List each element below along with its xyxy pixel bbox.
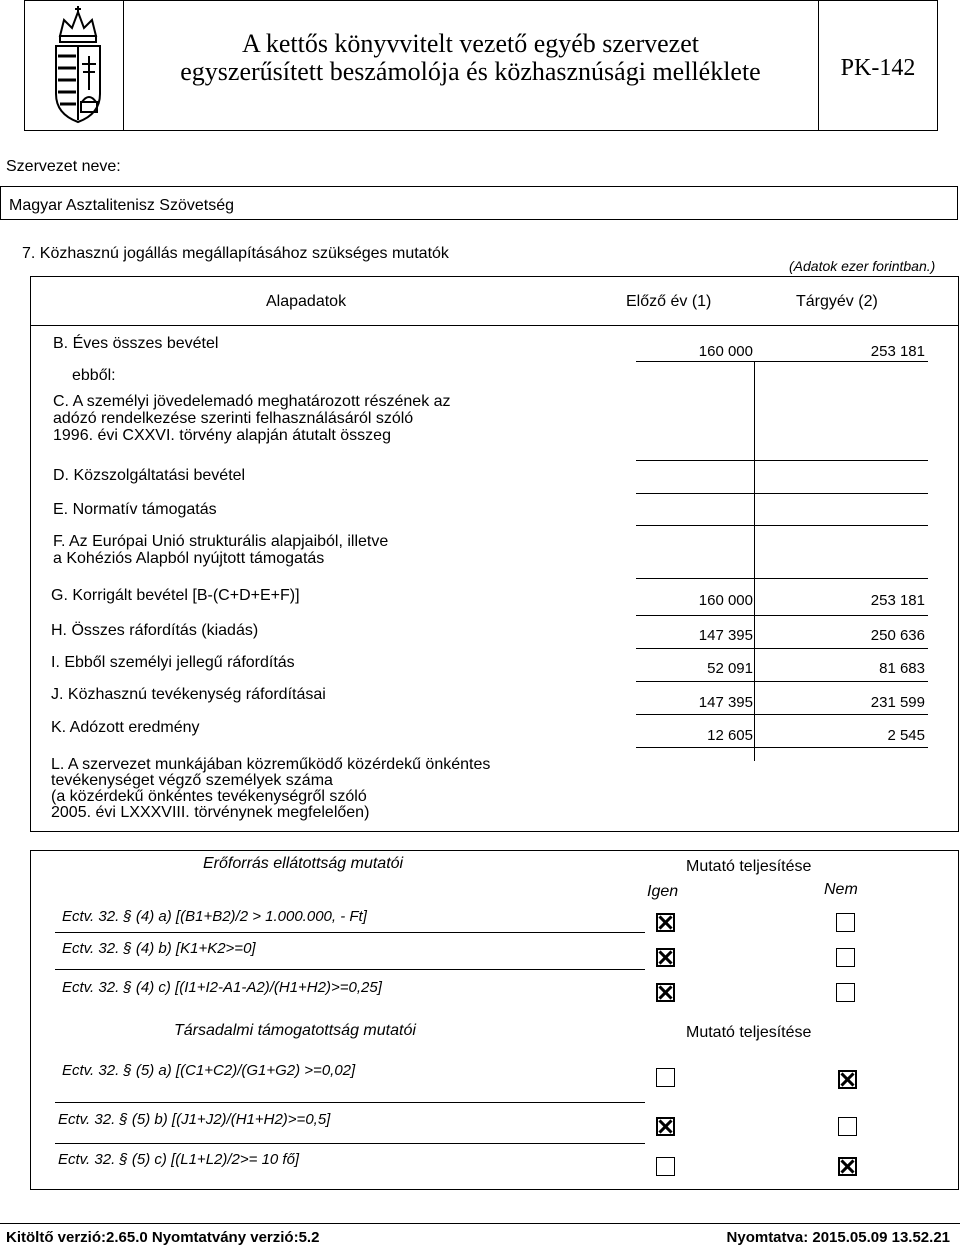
row-c-label-line3: 1996. évi CXXVI. törvény alapján átutalt összeg — [53, 427, 391, 444]
row-i-label: I. Ebből személyi jellegű ráfordítás — [51, 654, 295, 671]
resource-item-a-yes-checkbox[interactable] — [656, 913, 675, 932]
row-h-label: H. Összes ráfordítás (kiadás) — [51, 622, 259, 639]
row-c-label — [53, 393, 451, 444]
org-name-box — [0, 186, 958, 220]
row-l-label-line4: 2005. évi LXXXVIII. törvénynek megfelelően) — [51, 804, 370, 821]
section7-title: 7. Közhasznú jogállás megállapításához szükséges mutatók — [22, 245, 449, 262]
social-item-b-no-checkbox[interactable] — [838, 1117, 857, 1136]
hungarian-coat-of-arms-icon — [50, 6, 106, 124]
col-curr-header: Tárgyév (2) — [796, 293, 878, 310]
row-g-label: G. Korrigált bevétel [B-(C+D+E+F)] — [51, 587, 300, 604]
indicators-frame — [30, 850, 959, 1190]
value-row-sep-5 — [636, 578, 928, 579]
row-c-label-line1: C. A személyi jövedelemadó meghatározott részének az — [53, 393, 451, 410]
header-row-divider — [30, 325, 959, 326]
social-item-c-no-checkbox[interactable] — [838, 1157, 857, 1176]
unit-note: (Adatok ezer forintban.) — [789, 258, 936, 274]
resource-item-b-yes-checkbox[interactable] — [656, 948, 675, 967]
row-j-prev: 147 395 — [698, 694, 753, 711]
resource-item-c-no-checkbox[interactable] — [836, 983, 855, 1002]
value-row-sep-1 — [636, 361, 928, 362]
value-row-sep-2 — [636, 460, 928, 461]
col-prev-header: Előző év (1) — [626, 293, 712, 310]
org-name: Magyar Asztalitenisz Szövetség — [9, 197, 234, 214]
row-l-label-line3: (a közérdekű önkéntes tevékenységről szóló — [51, 788, 367, 805]
row-f-label-line2: a Kohéziós Alapból nyújtott támogatás — [53, 550, 325, 567]
social-item-a-label: Ectv. 32. § (5) a) [(C1+C2)/(G1+G2) >=0,02] — [62, 1062, 356, 1079]
row-e-label: E. Normatív támogatás — [53, 501, 217, 518]
value-column-divider — [754, 361, 755, 761]
value-row-sep-10 — [636, 747, 928, 748]
value-row-sep-9 — [636, 714, 928, 715]
row-g-prev: 160 000 — [698, 592, 753, 609]
resource-item-c-label: Ectv. 32. § (4) c) [(I1+I2-A1-A2)/(H1+H2)>=0,25] — [62, 979, 382, 996]
header-title — [123, 30, 818, 86]
form-code: PK-142 — [840, 55, 916, 81]
social-item-b-yes-checkbox[interactable] — [656, 1117, 675, 1136]
row-b-curr: 253 181 — [870, 343, 925, 360]
social-item-b-label: Ectv. 32. § (5) b) [(J1+J2)/(H1+H2)>=0,5] — [58, 1111, 331, 1128]
value-row-sep-3 — [636, 493, 928, 494]
row-k-label: K. Adózott eredmény — [51, 719, 200, 736]
value-row-sep-6 — [636, 615, 928, 616]
social-sep-2 — [55, 1143, 645, 1144]
resource-item-a-label: Ectv. 32. § (4) a) [(B1+B2)/2 > 1.000.000, - Ft] — [62, 908, 367, 925]
resources-title: Erőforrás ellátottság mutatói — [203, 855, 404, 872]
row-c-label-line2: adózó rendelkezése szerinti felhasználásáról szóló — [53, 410, 414, 427]
social-sep-1 — [55, 1102, 645, 1103]
footer-printed: Nyomtatva: 2015.05.09 13.52.21 — [726, 1229, 950, 1246]
social-item-c-yes-checkbox[interactable] — [656, 1157, 675, 1176]
value-row-sep-7 — [636, 648, 928, 649]
row-i-curr: 81 683 — [879, 660, 925, 677]
social-title: Társadalmi támogatottság mutatói — [174, 1022, 416, 1039]
row-h-prev: 147 395 — [698, 627, 753, 644]
resource-sep-1 — [55, 932, 645, 933]
value-row-sep-4 — [636, 525, 928, 526]
row-j-label: J. Közhasznú tevékenység ráfordításai — [51, 686, 326, 703]
footer-version: Kitöltő verzió:2.65.0 Nyomtatvány verzió:5.2 — [6, 1229, 320, 1246]
row-l-label — [51, 757, 490, 821]
row-b-prev: 160 000 — [698, 343, 753, 360]
row-ebbol-label: ebből: — [72, 367, 116, 384]
header-title-line1: A kettős könyvvitelt vezető egyéb szervezet — [241, 29, 699, 58]
col-basic-header: Alapadatok — [266, 293, 347, 310]
row-h-curr: 250 636 — [870, 627, 925, 644]
row-l-label-line2: tevékenységet végző személyek száma — [51, 772, 333, 789]
row-g-curr: 253 181 — [870, 592, 925, 609]
org-label: Szervezet neve: — [6, 158, 121, 175]
value-row-sep-8 — [636, 681, 928, 682]
row-k-prev: 12 605 — [707, 727, 753, 744]
resource-item-b-no-checkbox[interactable] — [836, 948, 855, 967]
footer-divider — [0, 1223, 960, 1224]
row-l-label-line1: L. A szervezet munkájában közreműködő közérdekű önkéntes — [51, 756, 491, 773]
yes-column-header: Igen — [647, 883, 679, 900]
row-j-curr: 231 599 — [870, 694, 925, 711]
row-f-label-line1: F. Az Európai Unió strukturális alapjaiból, illetve — [53, 533, 389, 550]
row-b-label: B. Éves összes bevétel — [53, 335, 219, 352]
row-f-label — [53, 533, 388, 567]
row-k-curr: 2 545 — [887, 727, 925, 744]
row-i-prev: 52 091 — [707, 660, 753, 677]
social-item-a-yes-checkbox[interactable] — [656, 1068, 675, 1087]
resource-item-a-no-checkbox[interactable] — [836, 913, 855, 932]
resources-fulfil-title: Mutató teljesítése — [686, 858, 812, 875]
social-fulfil-title: Mutató teljesítése — [686, 1024, 812, 1041]
social-item-a-no-checkbox[interactable] — [838, 1070, 857, 1089]
resource-item-b-label: Ectv. 32. § (4) b) [K1+K2>=0] — [62, 940, 256, 957]
resource-sep-2 — [55, 969, 645, 970]
social-item-c-label: Ectv. 32. § (5) c) [(L1+L2)/2>= 10 fő] — [58, 1151, 300, 1168]
row-d-label: D. Közszolgáltatási bevétel — [53, 467, 246, 484]
resource-item-c-yes-checkbox[interactable] — [656, 983, 675, 1002]
header-title-line2: egyszerűsített beszámolója és közhasznúsági melléklete — [180, 57, 761, 86]
no-column-header: Nem — [824, 881, 858, 898]
